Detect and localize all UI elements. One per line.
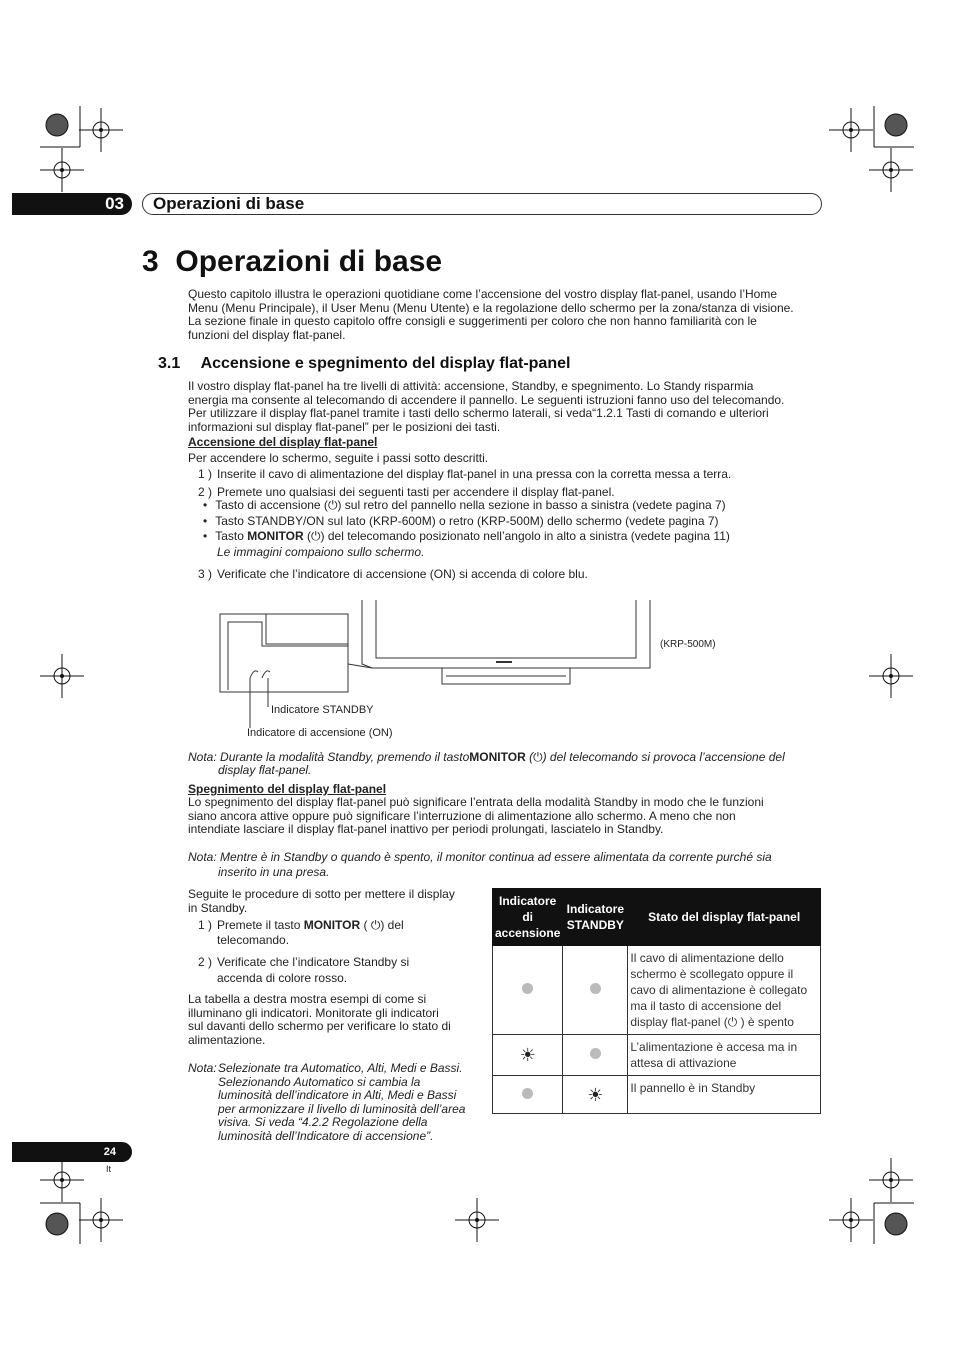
header-power-indicator: Indicatore di accensione bbox=[493, 889, 563, 946]
intro-line: Questo capitolo illustra le operazioni quotidiane come l’accensione del vostro display flat-panel, usando l’Home bbox=[188, 287, 778, 301]
power-icon: ⏻ bbox=[533, 750, 543, 764]
note-prefix: Nota: bbox=[188, 750, 217, 764]
explanation-line: illuminano gli indicatori. Monitorate gli indicatori bbox=[188, 1005, 439, 1020]
power-on-step-3: Verificate che l’indicatore di accensione (ON) si accenda di colore blu. bbox=[217, 567, 588, 581]
bullet-text: Tasto STANDBY/ON sul lato (KRP-600M) o retro (KRP-500M) dello schermo (vedete pagina 7) bbox=[215, 514, 719, 528]
explanation-line: La tabella a destra mostra esempi di come si bbox=[188, 992, 427, 1006]
indicator-off-icon bbox=[590, 1048, 601, 1059]
section-intro-line: energia ma consente al telecomando di accendere il pannello. Le seguenti istruzioni fanno uso del telecomando. bbox=[188, 392, 785, 407]
standby-step-2 bbox=[217, 956, 409, 985]
state-text-part: ) è spento bbox=[737, 1015, 794, 1029]
bullet-item: • Tasto STANDBY/ON sul lato (KRP-600M) o retro (KRP-500M) dello schermo (vedete pagina 7) bbox=[203, 514, 719, 528]
table-explanation bbox=[188, 993, 451, 1047]
intro-line: funzioni del display flat-panel. bbox=[188, 327, 346, 342]
standby-indicator-lit bbox=[563, 1076, 628, 1114]
table-row bbox=[493, 946, 821, 1035]
chapter-title: Operazioni di base bbox=[153, 194, 305, 213]
step-text: ( bbox=[360, 918, 371, 932]
monitor-key-label: MONITOR bbox=[247, 529, 304, 543]
indicator-off-icon bbox=[522, 1088, 533, 1099]
power-on-lead: Per accendere lo schermo, seguite i passi sotto descritti. bbox=[188, 451, 489, 465]
brightness-note bbox=[218, 1062, 465, 1143]
step-text: Verificate che l’indicatore Standby si bbox=[217, 955, 410, 969]
power-icon: ⏻ bbox=[370, 918, 381, 932]
table-row bbox=[493, 1035, 821, 1076]
section-intro-line: Il vostro display flat-panel ha tre livelli di attività: accensione, Standby, e spegnimento. Lo Standy risparmia bbox=[188, 379, 754, 393]
power-indicator-label: Indicatore di accensione (ON) bbox=[247, 727, 393, 739]
note-text: Durante la modalità Standby, premendo il tasto bbox=[220, 750, 470, 764]
state-text-part: Il cavo di alimentazione dello schermo è scollegato oppure il cavo di alimentazione è collegato ma il tasto di accensione del display flat-panel ( bbox=[630, 951, 808, 1029]
bullet-text: ( bbox=[303, 529, 312, 543]
chapter-number-badge: 03 bbox=[12, 193, 132, 215]
note-prefix: Nota: bbox=[188, 850, 217, 864]
intro-line: Menu (Menu Principale), il User Menu (Menu Utente) e la regolazione dello schermo per la zona/stanza di visione. bbox=[188, 300, 794, 315]
language-code: It bbox=[106, 1164, 112, 1174]
step-number: 3 ) bbox=[198, 567, 213, 581]
step-text: ) del bbox=[380, 918, 404, 932]
section-number: 3.1 bbox=[158, 355, 181, 372]
explanation-line: sul davanti dello schermo per verificare lo stato di bbox=[188, 1019, 451, 1033]
section-title: Accensione e spegnimento del display flat-panel bbox=[200, 355, 571, 372]
power-indicator-off bbox=[493, 946, 563, 1035]
bullet-item: • Tasto MONITOR (⏻) del telecomando posizionato nell’angolo in alto a sinistra (vedete pagina 11) bbox=[203, 529, 730, 543]
standby-indicator-label: Indicatore STANDBY bbox=[271, 704, 374, 716]
power-icon: ⏻ bbox=[311, 529, 321, 543]
note-line: per armonizzare il livello di luminosità dell’area bbox=[218, 1101, 466, 1116]
state-text: Il pannello è in Standby bbox=[628, 1076, 821, 1114]
explanation-line: alimentazione. bbox=[188, 1032, 266, 1047]
note-line: luminosità dell’Indicatore di accensione”. bbox=[218, 1128, 434, 1143]
indicator-status-table bbox=[492, 888, 821, 1114]
model-label: (KRP-500M) bbox=[660, 639, 716, 650]
indicator-off-icon bbox=[522, 983, 533, 994]
note-line: visiva. Si veda “4.2.2 Regolazione della bbox=[218, 1115, 428, 1129]
monitor-key-label: MONITOR bbox=[469, 750, 526, 764]
step-number: 2 ) bbox=[198, 485, 213, 499]
bullet-text: ) sul retro del pannello nella sezione in basso a sinistra (vedete pagina 7) bbox=[337, 498, 726, 512]
header-display-state: Stato del display flat-panel bbox=[628, 889, 821, 946]
power-indicator-lit bbox=[493, 1035, 563, 1076]
standby-lead-line: in Standby. bbox=[188, 900, 248, 915]
standby-lead-line: Seguite le procedure di sotto per mettere il display bbox=[188, 887, 455, 901]
power-indicator-off bbox=[493, 1076, 563, 1114]
step-number: 2 ) bbox=[198, 955, 213, 969]
note-line: Selezionate tra Automatico, Alti, Medi e Bassi. bbox=[218, 1061, 463, 1075]
power-off-line: intendiate lasciare il display flat-panel inattivo per periodi prolungati, lasciatelo in Standby. bbox=[188, 822, 664, 836]
power-off-line: siano ancora attive oppure può significare l’interruzione di alimentazione allo schermo. A meno che non bbox=[188, 808, 736, 823]
page-title: 3 Operazioni di base bbox=[142, 245, 443, 278]
section-intro-line: Per utilizzare il display flat-panel tramite i tasti dello schermo laterali, si veda“1.2.1 Tasti di comando e ulteriori bbox=[188, 406, 769, 420]
bullet-text: Tasto di accensione ( bbox=[215, 498, 328, 512]
power-on-step-1: Inserite il cavo di alimentazione del display flat-panel in una pressa con la corretta messa a terra. bbox=[217, 467, 732, 481]
note-1-continuation: display flat-panel. bbox=[218, 763, 312, 777]
step-text: Premete il tasto bbox=[217, 918, 304, 932]
power-on-step-2: Premete uno qualsiasi dei seguenti tasti per accendere il display flat-panel. bbox=[217, 485, 615, 499]
note-2 bbox=[188, 851, 828, 865]
result-text: Le immagini compaiono sullo schermo. bbox=[217, 545, 425, 559]
power-icon: ⏻ bbox=[727, 1015, 738, 1029]
note-2-continuation: inserito in una presa. bbox=[218, 865, 330, 879]
power-off-text bbox=[188, 796, 828, 837]
table-header-row bbox=[493, 889, 821, 946]
power-on-title: Accensione del display flat-panel bbox=[188, 435, 378, 449]
step-number: 1 ) bbox=[198, 918, 213, 932]
standby-step-1 bbox=[217, 919, 404, 933]
note-line: luminosità dell’indicatore in Alti, Medi e Bassi bbox=[218, 1088, 457, 1102]
power-icon: ⏻ bbox=[327, 498, 338, 512]
intro-line: La sezione finale in questo capitolo offre consigli e suggerimenti per coloro che non hanno familiarità con le bbox=[188, 314, 757, 328]
standby-lead bbox=[188, 888, 455, 915]
table-row bbox=[493, 1076, 821, 1114]
monitor-key-label: MONITOR bbox=[303, 918, 361, 932]
header-standby-indicator: Indicatore STANDBY bbox=[563, 889, 628, 946]
indicator-lit-icon: ☀ bbox=[587, 1084, 604, 1105]
indicator-lit-icon: ☀ bbox=[519, 1045, 536, 1065]
note-text: ) del telecomando si provoca l’accensione del bbox=[542, 750, 785, 764]
standby-step-1-continuation: telecomando. bbox=[217, 933, 290, 947]
step-text: accenda di colore rosso. bbox=[217, 970, 348, 985]
bullet-item: • Tasto di accensione (⏻) sul retro del pannello nella sezione in basso a sinistra (vedete pagina 7) bbox=[203, 498, 726, 512]
bullet-text: Tasto bbox=[215, 529, 248, 543]
note-line: Selezionando Automatico si cambia la bbox=[218, 1074, 421, 1089]
note-text: Mentre è in Standby o quando è spento, il monitor continua ad essere alimentata da corrente purché sia bbox=[220, 850, 772, 864]
power-off-line: Lo spegnimento del display flat-panel può significare l’entrata della modalità Standby in modo che le funzioni bbox=[188, 795, 764, 809]
page-number-badge: 24 bbox=[12, 1142, 132, 1162]
power-off-title: Spegnimento del display flat-panel bbox=[188, 782, 387, 796]
note-prefix: Nota: bbox=[188, 1061, 217, 1075]
indicator-off-icon bbox=[590, 983, 601, 994]
bullet-text: ) del telecomando posizionato nell’angolo in alto a sinistra (vedete pagina 11) bbox=[320, 529, 730, 543]
section-intro-line: informazioni sul display flat-panel” per le posizioni dei tasti. bbox=[188, 419, 501, 434]
state-text: L’alimentazione è accesa ma in attesa di attivazione bbox=[628, 1035, 821, 1076]
standby-indicator-off bbox=[563, 1035, 628, 1076]
state-text bbox=[628, 946, 821, 1035]
standby-indicator-off bbox=[563, 946, 628, 1035]
note-text: ( bbox=[525, 750, 534, 764]
step-number: 1 ) bbox=[198, 467, 213, 481]
